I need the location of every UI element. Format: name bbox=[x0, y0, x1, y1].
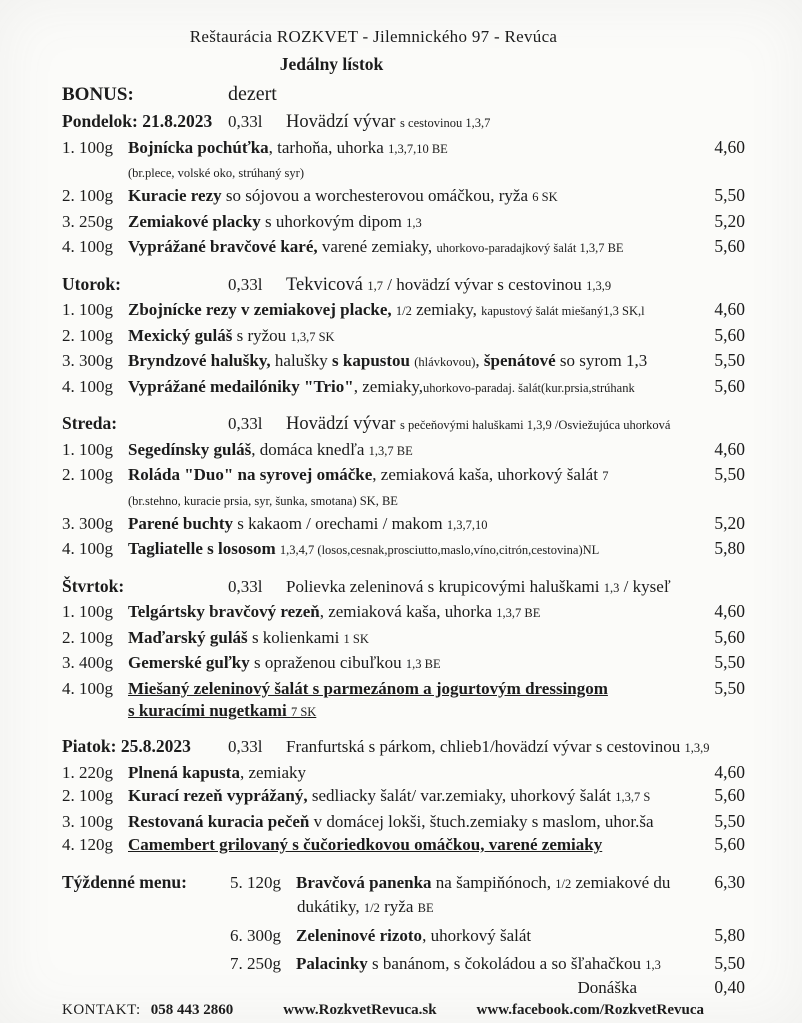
menu-item-row bbox=[62, 136, 745, 162]
item-number: 1. bbox=[62, 137, 75, 157]
item-price: 4,60 bbox=[714, 136, 745, 157]
menu-item-row bbox=[62, 537, 745, 563]
menu-item-row bbox=[62, 784, 745, 810]
item-number: 6. bbox=[230, 925, 243, 945]
bonus-row bbox=[62, 82, 745, 107]
bonus-label: BONUS: bbox=[62, 84, 134, 105]
item-price: 5,50 bbox=[714, 677, 745, 698]
item-weight: 100g bbox=[79, 237, 113, 256]
item-weight: 100g bbox=[79, 786, 113, 805]
menu-item-row bbox=[62, 651, 745, 677]
soup-description: Polievka zeleninová s krupicovými haluškami 1,3 / kyseľ bbox=[286, 576, 671, 596]
item-weight: 100g bbox=[79, 678, 113, 698]
item-description: Plnená kapusta, zemiaky bbox=[128, 762, 307, 782]
day-label: Štvrtok: bbox=[62, 575, 125, 596]
item-description: Kuracie rezy so sójovou a worchesterovou omáčkou, ryža 6 SK bbox=[128, 186, 558, 205]
menu-item-row bbox=[62, 324, 745, 350]
item-weight: 300g bbox=[79, 513, 113, 533]
menu-item-row bbox=[62, 600, 745, 626]
day-section-thursday bbox=[62, 575, 745, 724]
menu-item-row bbox=[62, 235, 745, 261]
item-number: 7. bbox=[230, 953, 243, 973]
item-price: 5,60 bbox=[714, 834, 745, 854]
item-price: 4,60 bbox=[714, 438, 745, 459]
item-weight: 300g bbox=[247, 925, 281, 945]
day-label: Pondelok: 21.8.2023 bbox=[62, 111, 213, 131]
bonus-value: dezert bbox=[228, 83, 277, 105]
item-description: Vyprážané bravčové karé, varené zemiaky, uhorkovo-paradajkový šalát 1,3,7 BE bbox=[128, 237, 624, 256]
item-weight: 100g bbox=[79, 186, 113, 205]
soup-volume: 0,33l bbox=[228, 737, 263, 756]
item-weight: 100g bbox=[79, 465, 113, 484]
menu-item-row bbox=[62, 833, 745, 857]
item-price: 6,30 bbox=[714, 871, 745, 892]
item-subline: dukátiky, 1/2 ryža BE bbox=[297, 896, 434, 916]
item-number: 2. bbox=[62, 186, 75, 205]
item-number: 4. bbox=[62, 237, 75, 256]
contact-label: KONTAKT: bbox=[62, 1001, 141, 1018]
menu-item-row bbox=[62, 210, 745, 236]
item-description: Tagliatelle s lososom 1,3,4,7 (losos,cesnak,prosciutto,maslo,víno,citrón,cestovina)NL bbox=[128, 539, 600, 558]
item-description: Maďarský guláš s kolienkami 1 SK bbox=[128, 627, 369, 647]
menu-item-row bbox=[230, 952, 745, 977]
item-description: Roláda "Duo" na syrovej omáčke, zemiaková kaša, uhorkový šalát 7 bbox=[128, 465, 609, 484]
item-number: 2. bbox=[62, 786, 75, 805]
item-number: 4. bbox=[62, 678, 75, 698]
item-number: 3. bbox=[62, 513, 75, 533]
item-weight: 100g bbox=[79, 300, 113, 319]
soup-description: Hovädzí vývar s pečeňovými haluškami 1,3,9 /Osviežujúca uhorková bbox=[286, 414, 671, 434]
menu-item-row bbox=[62, 463, 745, 489]
soup-volume: 0,33l bbox=[228, 576, 263, 596]
menu-item-row bbox=[62, 298, 745, 324]
item-number: 3. bbox=[62, 351, 75, 370]
item-number: 4. bbox=[62, 376, 75, 396]
contact-website: www.RozkvetRevuca.sk bbox=[283, 1001, 437, 1018]
page-title: Jedálny lístok bbox=[279, 54, 384, 74]
item-price: 5,50 bbox=[714, 185, 745, 205]
soup-description: Hovädzí vývar s cestovinou 1,3,7 bbox=[286, 112, 491, 132]
item-weight: 100g bbox=[79, 376, 113, 396]
day-section-monday bbox=[62, 110, 745, 261]
item-description: Camembert grilovaný s čučoriedkovou omáčkou, varené zemiaky bbox=[128, 835, 603, 854]
item-weight: 100g bbox=[79, 137, 113, 157]
delivery-label: Donáška bbox=[577, 977, 637, 997]
weekly-menu-header bbox=[62, 871, 745, 896]
menu-item-row bbox=[62, 375, 745, 401]
contact-row bbox=[62, 1000, 745, 1021]
item-price: 4,60 bbox=[714, 601, 745, 621]
menu-item-row bbox=[62, 810, 745, 834]
item-number: 1. bbox=[62, 602, 75, 621]
item-weight: 120g bbox=[79, 835, 113, 854]
item-weight: 100g bbox=[79, 539, 113, 558]
weekly-menu-section bbox=[62, 871, 745, 998]
item-weight: 100g bbox=[79, 439, 113, 459]
day-section-friday bbox=[62, 735, 745, 857]
item-description: Parené buchty s kakaom / orechami / makom 1,3,7,10 bbox=[128, 513, 488, 533]
item-description: Zemiakové placky s uhorkovým dipom 1,3 bbox=[128, 211, 422, 231]
item-description: Palacinky s banánom, s čokoládou a so šľahačkou 1,3 bbox=[296, 953, 661, 973]
item-price: 5,50 bbox=[714, 464, 745, 484]
item-number: 2. bbox=[62, 325, 75, 345]
menu-item-row bbox=[230, 924, 745, 947]
menu-item-row bbox=[62, 349, 745, 375]
item-description: Telgártsky bravčový rezeň, zemiaková kaša, uhorka 1,3,7 BE bbox=[128, 602, 541, 621]
item-price: 5,50 bbox=[714, 810, 745, 831]
item-description: Bravčová panenka na šampiňónoch, 1/2 zemiakové du bbox=[296, 872, 671, 892]
item-weight: 100g bbox=[79, 627, 113, 647]
item-description: Zbojnícke rezy v zemiakovej placke, 1/2 zemiaky, kapustový šalát miešaný1,3 SK,l bbox=[128, 300, 645, 319]
menu-item-row bbox=[62, 626, 745, 652]
item-price: 5,50 bbox=[714, 350, 745, 370]
weekly-menu-label: Týždenné menu: bbox=[62, 871, 187, 892]
soup-volume: 0,33l bbox=[228, 414, 263, 433]
menu-item-row bbox=[230, 871, 745, 896]
item-weight: 300g bbox=[79, 351, 113, 370]
menu-item-row bbox=[62, 677, 745, 701]
item-weight: 100g bbox=[79, 325, 113, 345]
item-subline: (br.stehno, kuracie prsia, syr, šunka, smotana) SK, BE bbox=[128, 493, 398, 508]
item-description: Restovaná kuracia pečeň v domácej lokši, štuch.zemiaky s maslom, uhor.ša bbox=[128, 811, 654, 831]
item-description: Segedínsky guláš, domáca knedľa 1,3,7 BE bbox=[128, 439, 413, 459]
item-number: 3. bbox=[62, 811, 75, 831]
day-header bbox=[62, 735, 745, 761]
menu-item-row bbox=[62, 761, 745, 785]
item-description: Bryndzové halušky, halušky s kapustou (hlávkovou), špenátové so syrom 1,3 bbox=[128, 351, 648, 370]
item-subline: (br.plece, volské oko, strúhaný syr) bbox=[128, 166, 305, 180]
item-price: 4,60 bbox=[714, 761, 745, 782]
menu-item-row bbox=[62, 512, 745, 538]
item-weight: 400g bbox=[79, 653, 113, 672]
item-subline: s kuracími nugetkami 7 SK bbox=[128, 701, 317, 720]
item-price: 5,60 bbox=[714, 375, 745, 396]
delivery-price: 0,40 bbox=[714, 976, 745, 997]
contact-phone: 058 443 2860 bbox=[150, 1001, 234, 1018]
item-price: 5,50 bbox=[714, 652, 745, 672]
item-number: 2. bbox=[62, 465, 75, 484]
item-price: 5,20 bbox=[714, 210, 745, 231]
item-description: Vyprážané medailóniky "Trio", zemiaky,uhorkovo-paradaj. šalát(kur.prsia,strúhank bbox=[128, 376, 635, 396]
day-header bbox=[62, 273, 745, 299]
day-header bbox=[62, 110, 745, 136]
item-price: 5,60 bbox=[714, 236, 745, 256]
day-header bbox=[62, 412, 745, 438]
item-price: 5,60 bbox=[714, 324, 745, 345]
item-price: 5,80 bbox=[714, 538, 745, 558]
menu-item-row bbox=[62, 438, 745, 464]
item-description: Gemerské guľky s opraženou cibuľkou 1,3 BE bbox=[128, 653, 441, 672]
soup-description: Franfurtská s párkom, chlieb1/hovädzí vývar s cestovinou 1,3,9 bbox=[286, 737, 710, 756]
item-price: 5,60 bbox=[714, 626, 745, 647]
item-weight: 120g bbox=[247, 872, 281, 892]
restaurant-title: Reštaurácia ROZKVET - Jilemnického 97 - Revúca bbox=[189, 27, 558, 46]
day-label: Streda: bbox=[62, 413, 118, 433]
item-description: Bojnícka pochúťka, tarhoňa, uhorka 1,3,7,10 BE bbox=[128, 137, 448, 157]
soup-volume: 0,33l bbox=[228, 112, 263, 131]
item-description: Zeleninové rizoto, uhorkový šalát bbox=[296, 925, 532, 945]
day-header bbox=[62, 575, 745, 601]
item-number: 3. bbox=[62, 653, 75, 672]
item-description: Miešaný zeleninový šalát s parmezánom a jogurtovým dressingom bbox=[128, 678, 608, 698]
day-label: Piatok: 25.8.2023 bbox=[62, 736, 191, 756]
menu-item-row bbox=[62, 184, 745, 210]
item-number: 5. bbox=[230, 872, 243, 892]
item-number: 4. bbox=[62, 539, 75, 558]
item-number: 1. bbox=[62, 762, 75, 782]
item-number: 4. bbox=[62, 835, 75, 854]
item-price: 5,50 bbox=[714, 952, 745, 973]
day-label: Utorok: bbox=[62, 273, 121, 294]
item-weight: 100g bbox=[79, 811, 113, 831]
item-number: 3. bbox=[62, 211, 75, 231]
item-description: Mexický guláš s ryžou 1,3,7 SK bbox=[128, 325, 335, 345]
item-weight: 100g bbox=[79, 602, 113, 621]
item-price: 5,80 bbox=[714, 924, 745, 945]
item-weight: 250g bbox=[247, 953, 281, 973]
item-number: 2. bbox=[62, 627, 75, 647]
contact-facebook: www.facebook.com/RozkvetRevuca bbox=[476, 1001, 705, 1018]
day-section-tuesday bbox=[62, 273, 745, 401]
soup-description: Tekvicová 1,7 / hovädzí vývar s cestovinou 1,3,9 bbox=[286, 274, 612, 295]
item-weight: 220g bbox=[79, 762, 113, 782]
item-weight: 250g bbox=[79, 211, 113, 231]
item-price: 5,20 bbox=[714, 512, 745, 533]
item-price: 4,60 bbox=[714, 299, 745, 319]
day-section-wednesday bbox=[62, 412, 745, 563]
item-number: 1. bbox=[62, 439, 75, 459]
soup-volume: 0,33l bbox=[228, 274, 263, 294]
item-description: Kurací rezeň vyprážaný, sedliacky šalát/ var.zemiaky, uhorkový šalát 1,3,7 S bbox=[128, 786, 651, 805]
item-price: 5,60 bbox=[714, 785, 745, 805]
item-number: 1. bbox=[62, 300, 75, 319]
delivery-row bbox=[62, 977, 745, 998]
